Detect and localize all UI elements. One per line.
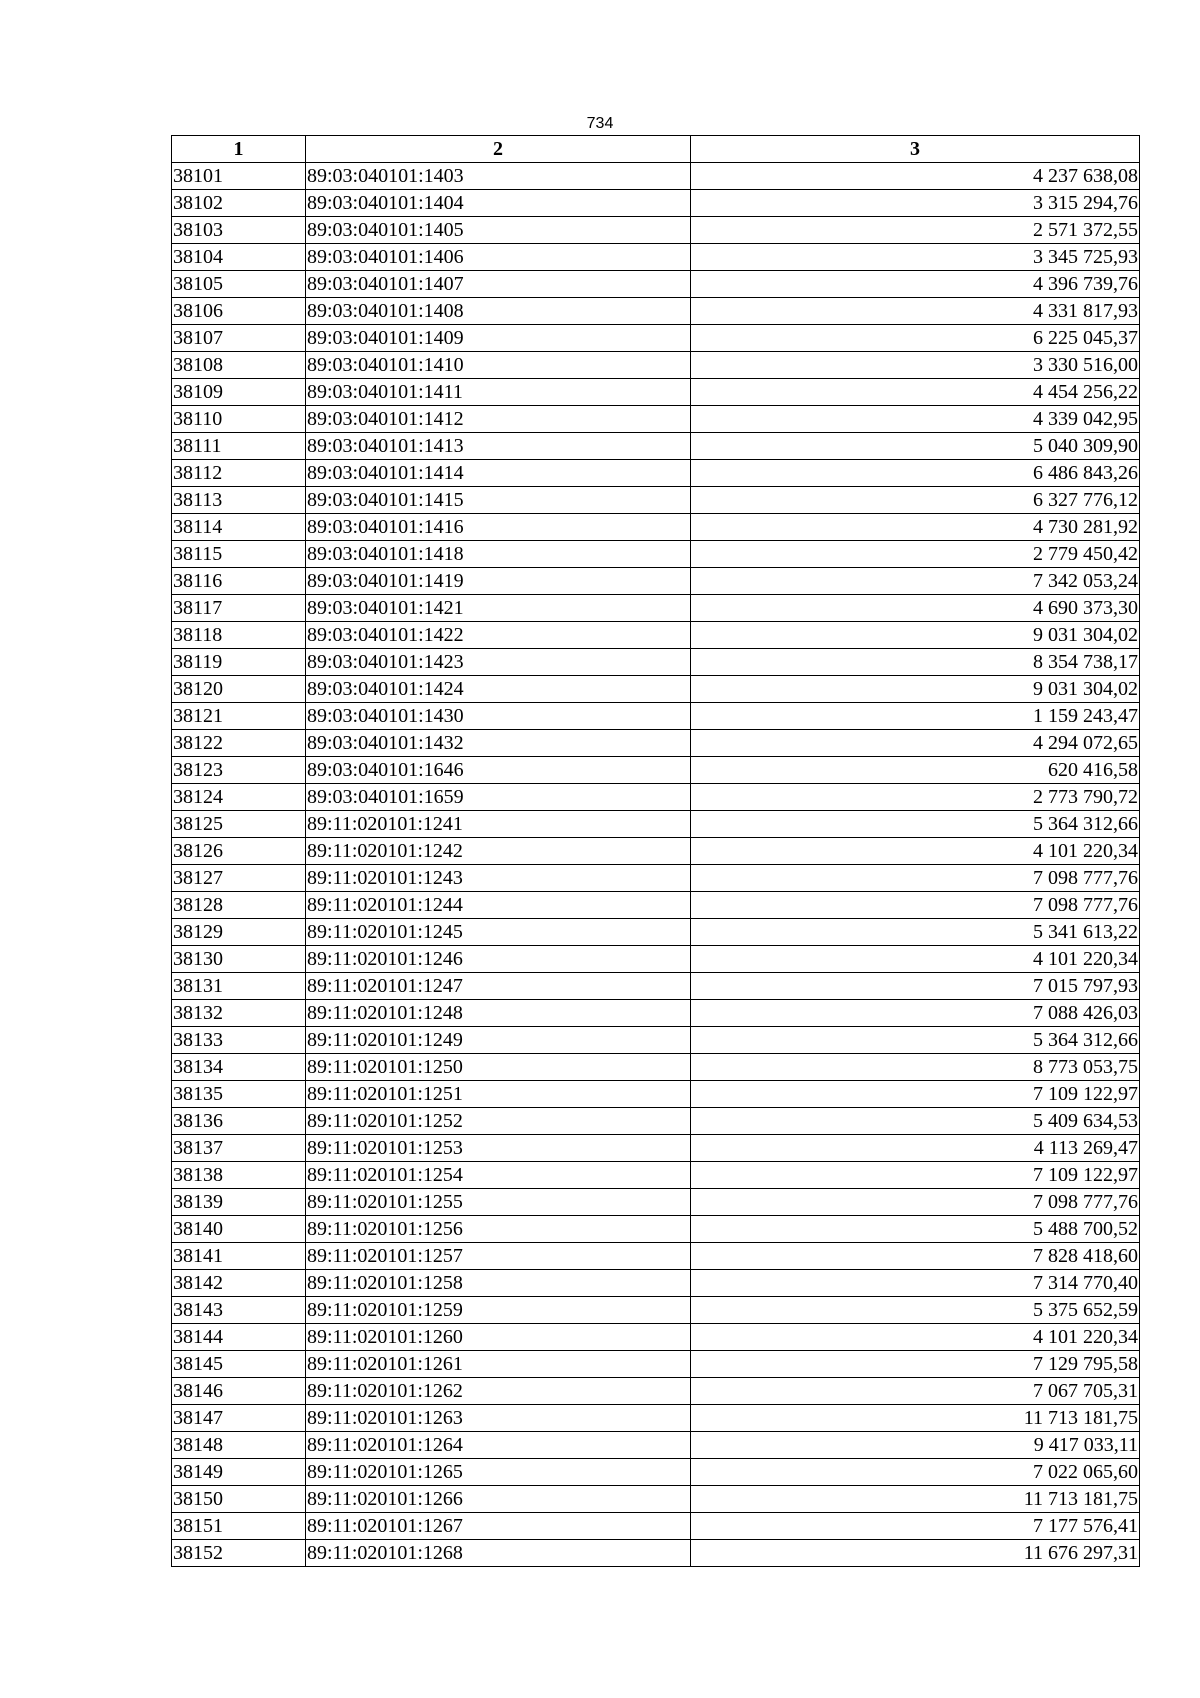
cadastral-number-cell: 89:03:040101:1414 bbox=[306, 460, 691, 487]
table-row bbox=[172, 1297, 1140, 1324]
row-number-cell: 38141 bbox=[172, 1243, 306, 1270]
cadastral-value-cell: 3 345 725,93 bbox=[691, 244, 1140, 271]
cadastral-value-cell: 4 339 042,95 bbox=[691, 406, 1140, 433]
table-row bbox=[172, 406, 1140, 433]
table-row bbox=[172, 1189, 1140, 1216]
row-number-cell: 38150 bbox=[172, 1486, 306, 1513]
table-row bbox=[172, 163, 1140, 190]
cadastral-number-cell: 89:03:040101:1405 bbox=[306, 217, 691, 244]
table-row bbox=[172, 676, 1140, 703]
cadastral-number-cell: 89:03:040101:1403 bbox=[306, 163, 691, 190]
row-number-cell: 38152 bbox=[172, 1540, 306, 1567]
cadastral-number-cell: 89:11:020101:1258 bbox=[306, 1270, 691, 1297]
cadastral-number-cell: 89:03:040101:1413 bbox=[306, 433, 691, 460]
cadastral-number-cell: 89:03:040101:1421 bbox=[306, 595, 691, 622]
row-number-cell: 38101 bbox=[172, 163, 306, 190]
row-number-cell: 38111 bbox=[172, 433, 306, 460]
table-row bbox=[172, 1270, 1140, 1297]
cadastral-number-cell: 89:03:040101:1415 bbox=[306, 487, 691, 514]
row-number-cell: 38121 bbox=[172, 703, 306, 730]
table-row bbox=[172, 919, 1140, 946]
table-row bbox=[172, 1108, 1140, 1135]
cadastral-value-cell: 7 022 065,60 bbox=[691, 1459, 1140, 1486]
row-number-cell: 38133 bbox=[172, 1027, 306, 1054]
cadastral-number-cell: 89:11:020101:1256 bbox=[306, 1216, 691, 1243]
table-row bbox=[172, 1216, 1140, 1243]
table-row bbox=[172, 568, 1140, 595]
cadastral-value-table bbox=[171, 135, 1140, 1567]
table-row bbox=[172, 217, 1140, 244]
row-number-cell: 38117 bbox=[172, 595, 306, 622]
row-number-cell: 38137 bbox=[172, 1135, 306, 1162]
cadastral-value-cell: 7 314 770,40 bbox=[691, 1270, 1140, 1297]
row-number-cell: 38120 bbox=[172, 676, 306, 703]
cadastral-value-cell: 4 690 373,30 bbox=[691, 595, 1140, 622]
row-number-cell: 38112 bbox=[172, 460, 306, 487]
row-number-cell: 38138 bbox=[172, 1162, 306, 1189]
row-number-cell: 38108 bbox=[172, 352, 306, 379]
cadastral-value-cell: 7 088 426,03 bbox=[691, 1000, 1140, 1027]
row-number-cell: 38134 bbox=[172, 1054, 306, 1081]
table-row bbox=[172, 1324, 1140, 1351]
table-header bbox=[172, 136, 1140, 163]
row-number-cell: 38124 bbox=[172, 784, 306, 811]
row-number-cell: 38125 bbox=[172, 811, 306, 838]
table-row bbox=[172, 352, 1140, 379]
table-row bbox=[172, 1459, 1140, 1486]
cadastral-value-cell: 5 040 309,90 bbox=[691, 433, 1140, 460]
cadastral-number-cell: 89:11:020101:1263 bbox=[306, 1405, 691, 1432]
cadastral-number-cell: 89:11:020101:1267 bbox=[306, 1513, 691, 1540]
row-number-cell: 38151 bbox=[172, 1513, 306, 1540]
row-number-cell: 38142 bbox=[172, 1270, 306, 1297]
cadastral-number-cell: 89:11:020101:1262 bbox=[306, 1378, 691, 1405]
table-row bbox=[172, 244, 1140, 271]
cadastral-number-cell: 89:11:020101:1251 bbox=[306, 1081, 691, 1108]
cadastral-value-cell: 4 730 281,92 bbox=[691, 514, 1140, 541]
row-number-cell: 38107 bbox=[172, 325, 306, 352]
table-row bbox=[172, 1432, 1140, 1459]
cadastral-number-cell: 89:11:020101:1250 bbox=[306, 1054, 691, 1081]
cadastral-value-cell: 8 354 738,17 bbox=[691, 649, 1140, 676]
cadastral-value-cell: 7 098 777,76 bbox=[691, 865, 1140, 892]
row-number-cell: 38148 bbox=[172, 1432, 306, 1459]
table-row bbox=[172, 784, 1140, 811]
cadastral-value-cell: 4 331 817,93 bbox=[691, 298, 1140, 325]
row-number-cell: 38149 bbox=[172, 1459, 306, 1486]
table-row bbox=[172, 811, 1140, 838]
table-row bbox=[172, 622, 1140, 649]
cadastral-value-cell: 4 294 072,65 bbox=[691, 730, 1140, 757]
table-row bbox=[172, 1540, 1140, 1567]
row-number-cell: 38103 bbox=[172, 217, 306, 244]
row-number-cell: 38147 bbox=[172, 1405, 306, 1432]
cadastral-value-cell: 3 315 294,76 bbox=[691, 190, 1140, 217]
table-row bbox=[172, 730, 1140, 757]
row-number-cell: 38135 bbox=[172, 1081, 306, 1108]
cadastral-value-cell: 7 342 053,24 bbox=[691, 568, 1140, 595]
cadastral-number-cell: 89:03:040101:1409 bbox=[306, 325, 691, 352]
cadastral-value-cell: 7 177 576,41 bbox=[691, 1513, 1140, 1540]
cadastral-number-cell: 89:03:040101:1411 bbox=[306, 379, 691, 406]
table-row bbox=[172, 1486, 1140, 1513]
table-row bbox=[172, 1405, 1140, 1432]
cadastral-value-cell: 6 327 776,12 bbox=[691, 487, 1140, 514]
table-row bbox=[172, 298, 1140, 325]
cadastral-number-cell: 89:11:020101:1257 bbox=[306, 1243, 691, 1270]
cadastral-value-cell: 7 098 777,76 bbox=[691, 1189, 1140, 1216]
table-row bbox=[172, 1135, 1140, 1162]
cadastral-value-cell: 4 101 220,34 bbox=[691, 946, 1140, 973]
table-body bbox=[172, 163, 1140, 1567]
table-row bbox=[172, 541, 1140, 568]
cadastral-number-cell: 89:11:020101:1244 bbox=[306, 892, 691, 919]
cadastral-number-cell: 89:11:020101:1261 bbox=[306, 1351, 691, 1378]
table-row bbox=[172, 271, 1140, 298]
table-row bbox=[172, 703, 1140, 730]
cadastral-number-cell: 89:11:020101:1254 bbox=[306, 1162, 691, 1189]
cadastral-number-cell: 89:11:020101:1252 bbox=[306, 1108, 691, 1135]
cadastral-value-cell: 4 237 638,08 bbox=[691, 163, 1140, 190]
table-row bbox=[172, 1378, 1140, 1405]
table-row bbox=[172, 1000, 1140, 1027]
cadastral-number-cell: 89:11:020101:1248 bbox=[306, 1000, 691, 1027]
cadastral-value-cell: 7 828 418,60 bbox=[691, 1243, 1140, 1270]
row-number-cell: 38144 bbox=[172, 1324, 306, 1351]
table-row bbox=[172, 1054, 1140, 1081]
cadastral-number-cell: 89:03:040101:1422 bbox=[306, 622, 691, 649]
cadastral-value-cell: 7 098 777,76 bbox=[691, 892, 1140, 919]
cadastral-value-cell: 2 571 372,55 bbox=[691, 217, 1140, 244]
table-row bbox=[172, 865, 1140, 892]
cadastral-value-cell: 1 159 243,47 bbox=[691, 703, 1140, 730]
cadastral-number-cell: 89:03:040101:1419 bbox=[306, 568, 691, 595]
cadastral-value-cell: 2 773 790,72 bbox=[691, 784, 1140, 811]
cadastral-value-cell: 11 713 181,75 bbox=[691, 1405, 1140, 1432]
row-number-cell: 38122 bbox=[172, 730, 306, 757]
cadastral-number-cell: 89:11:020101:1243 bbox=[306, 865, 691, 892]
cadastral-value-cell: 4 113 269,47 bbox=[691, 1135, 1140, 1162]
table-row bbox=[172, 1351, 1140, 1378]
cadastral-number-cell: 89:03:040101:1404 bbox=[306, 190, 691, 217]
cadastral-value-cell: 5 488 700,52 bbox=[691, 1216, 1140, 1243]
table-row bbox=[172, 838, 1140, 865]
cadastral-number-cell: 89:11:020101:1265 bbox=[306, 1459, 691, 1486]
row-number-cell: 38143 bbox=[172, 1297, 306, 1324]
cadastral-number-cell: 89:11:020101:1253 bbox=[306, 1135, 691, 1162]
cadastral-value-cell: 4 101 220,34 bbox=[691, 1324, 1140, 1351]
row-number-cell: 38136 bbox=[172, 1108, 306, 1135]
cadastral-value-cell: 8 773 053,75 bbox=[691, 1054, 1140, 1081]
row-number-cell: 38128 bbox=[172, 892, 306, 919]
row-number-cell: 38104 bbox=[172, 244, 306, 271]
cadastral-value-cell: 11 713 181,75 bbox=[691, 1486, 1140, 1513]
cadastral-value-cell: 5 375 652,59 bbox=[691, 1297, 1140, 1324]
cadastral-value-cell: 5 341 613,22 bbox=[691, 919, 1140, 946]
row-number-cell: 38126 bbox=[172, 838, 306, 865]
table-row bbox=[172, 946, 1140, 973]
cadastral-number-cell: 89:03:040101:1408 bbox=[306, 298, 691, 325]
row-number-cell: 38116 bbox=[172, 568, 306, 595]
cadastral-value-cell: 7 109 122,97 bbox=[691, 1081, 1140, 1108]
cadastral-value-cell: 4 396 739,76 bbox=[691, 271, 1140, 298]
row-number-cell: 38115 bbox=[172, 541, 306, 568]
cadastral-value-cell: 9 031 304,02 bbox=[691, 622, 1140, 649]
cadastral-number-cell: 89:11:020101:1249 bbox=[306, 1027, 691, 1054]
row-number-cell: 38139 bbox=[172, 1189, 306, 1216]
cadastral-value-cell: 620 416,58 bbox=[691, 757, 1140, 784]
row-number-cell: 38132 bbox=[172, 1000, 306, 1027]
table-row bbox=[172, 433, 1140, 460]
cadastral-number-cell: 89:11:020101:1266 bbox=[306, 1486, 691, 1513]
table-row bbox=[172, 190, 1140, 217]
table-row bbox=[172, 757, 1140, 784]
table-row bbox=[172, 487, 1140, 514]
cadastral-number-cell: 89:03:040101:1412 bbox=[306, 406, 691, 433]
cadastral-value-cell: 4 101 220,34 bbox=[691, 838, 1140, 865]
cadastral-value-cell: 4 454 256,22 bbox=[691, 379, 1140, 406]
table-row bbox=[172, 514, 1140, 541]
cadastral-number-cell: 89:03:040101:1424 bbox=[306, 676, 691, 703]
cadastral-number-cell: 89:11:020101:1259 bbox=[306, 1297, 691, 1324]
cadastral-value-cell: 9 031 304,02 bbox=[691, 676, 1140, 703]
column-header-2: 2 bbox=[306, 136, 691, 163]
row-number-cell: 38119 bbox=[172, 649, 306, 676]
table-row bbox=[172, 892, 1140, 919]
cadastral-value-cell: 7 129 795,58 bbox=[691, 1351, 1140, 1378]
cadastral-number-cell: 89:11:020101:1260 bbox=[306, 1324, 691, 1351]
row-number-cell: 38123 bbox=[172, 757, 306, 784]
row-number-cell: 38113 bbox=[172, 487, 306, 514]
cadastral-number-cell: 89:03:040101:1430 bbox=[306, 703, 691, 730]
cadastral-value-cell: 7 109 122,97 bbox=[691, 1162, 1140, 1189]
row-number-cell: 38110 bbox=[172, 406, 306, 433]
cadastral-number-cell: 89:11:020101:1246 bbox=[306, 946, 691, 973]
cadastral-number-cell: 89:11:020101:1242 bbox=[306, 838, 691, 865]
cadastral-value-cell: 2 779 450,42 bbox=[691, 541, 1140, 568]
row-number-cell: 38102 bbox=[172, 190, 306, 217]
cadastral-number-cell: 89:03:040101:1418 bbox=[306, 541, 691, 568]
row-number-cell: 38129 bbox=[172, 919, 306, 946]
cadastral-number-cell: 89:11:020101:1264 bbox=[306, 1432, 691, 1459]
cadastral-number-cell: 89:03:040101:1406 bbox=[306, 244, 691, 271]
cadastral-number-cell: 89:11:020101:1245 bbox=[306, 919, 691, 946]
page-number: 734 bbox=[586, 115, 614, 132]
cadastral-value-cell: 3 330 516,00 bbox=[691, 352, 1140, 379]
cadastral-number-cell: 89:03:040101:1646 bbox=[306, 757, 691, 784]
cadastral-number-cell: 89:11:020101:1255 bbox=[306, 1189, 691, 1216]
table-row bbox=[172, 973, 1140, 1000]
cadastral-value-cell: 7 015 797,93 bbox=[691, 973, 1140, 1000]
row-number-cell: 38131 bbox=[172, 973, 306, 1000]
table-row bbox=[172, 379, 1140, 406]
row-number-cell: 38127 bbox=[172, 865, 306, 892]
table-row bbox=[172, 1513, 1140, 1540]
cadastral-number-cell: 89:03:040101:1423 bbox=[306, 649, 691, 676]
cadastral-number-cell: 89:11:020101:1268 bbox=[306, 1540, 691, 1567]
cadastral-value-cell: 5 409 634,53 bbox=[691, 1108, 1140, 1135]
cadastral-number-cell: 89:03:040101:1407 bbox=[306, 271, 691, 298]
cadastral-number-cell: 89:03:040101:1659 bbox=[306, 784, 691, 811]
row-number-cell: 38114 bbox=[172, 514, 306, 541]
cadastral-number-cell: 89:11:020101:1247 bbox=[306, 973, 691, 1000]
cadastral-number-cell: 89:03:040101:1410 bbox=[306, 352, 691, 379]
header-row bbox=[172, 136, 1140, 163]
row-number-cell: 38145 bbox=[172, 1351, 306, 1378]
column-header-1: 1 bbox=[172, 136, 306, 163]
cadastral-value-cell: 6 225 045,37 bbox=[691, 325, 1140, 352]
table-row bbox=[172, 1027, 1140, 1054]
table-row bbox=[172, 460, 1140, 487]
row-number-cell: 38130 bbox=[172, 946, 306, 973]
cadastral-value-cell: 9 417 033,11 bbox=[691, 1432, 1140, 1459]
cadastral-number-cell: 89:03:040101:1432 bbox=[306, 730, 691, 757]
cadastral-number-cell: 89:03:040101:1416 bbox=[306, 514, 691, 541]
table-row bbox=[172, 325, 1140, 352]
table-row bbox=[172, 649, 1140, 676]
row-number-cell: 38146 bbox=[172, 1378, 306, 1405]
row-number-cell: 38140 bbox=[172, 1216, 306, 1243]
table-row bbox=[172, 1243, 1140, 1270]
cadastral-value-cell: 11 676 297,31 bbox=[691, 1540, 1140, 1567]
cadastral-value-cell: 7 067 705,31 bbox=[691, 1378, 1140, 1405]
row-number-cell: 38105 bbox=[172, 271, 306, 298]
cadastral-number-cell: 89:11:020101:1241 bbox=[306, 811, 691, 838]
row-number-cell: 38118 bbox=[172, 622, 306, 649]
cadastral-value-cell: 5 364 312,66 bbox=[691, 811, 1140, 838]
table-row bbox=[172, 1162, 1140, 1189]
cadastral-value-cell: 5 364 312,66 bbox=[691, 1027, 1140, 1054]
row-number-cell: 38109 bbox=[172, 379, 306, 406]
table-row bbox=[172, 595, 1140, 622]
row-number-cell: 38106 bbox=[172, 298, 306, 325]
cadastral-value-cell: 6 486 843,26 bbox=[691, 460, 1140, 487]
table-row bbox=[172, 1081, 1140, 1108]
column-header-3: 3 bbox=[691, 136, 1140, 163]
